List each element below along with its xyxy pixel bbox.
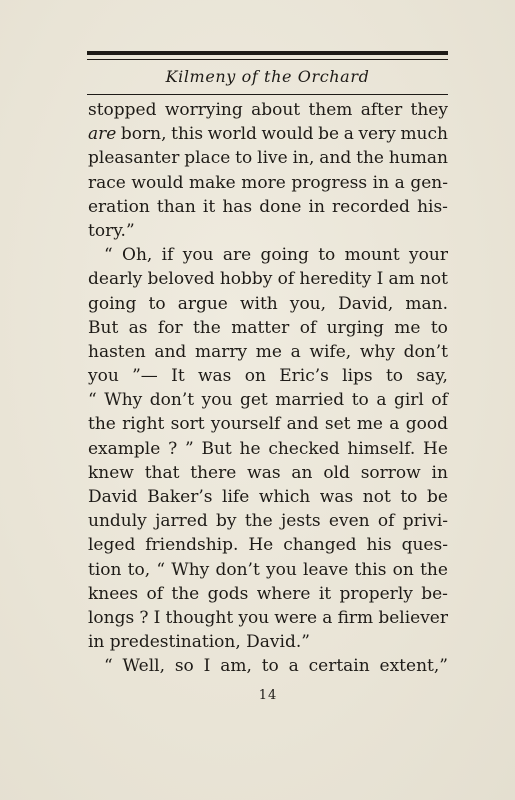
- text-line: longs ? I thought you were a firm believer: [88, 607, 448, 628]
- header-rule-thick: [87, 51, 448, 55]
- text-line: pleasanter place to live in, and the human: [88, 148, 448, 169]
- header-rule-thin-top: [87, 59, 448, 60]
- text-line: But as for the matter of urging me to: [88, 317, 448, 338]
- text-line: you ”— It was on Eric’s lips to say,: [88, 366, 448, 387]
- text-line: knees of the gods where it properly be-: [88, 583, 448, 604]
- page-number: 14: [258, 688, 278, 703]
- text-line: example ? ” But he checked himself. He: [88, 438, 448, 459]
- running-head: Kilmeny of the Orchard: [165, 67, 370, 86]
- text-line: race would make more progress in a gen-: [88, 172, 448, 193]
- text-line: leged friendship. He changed his ques-: [88, 535, 448, 556]
- text-line: unduly jarred by the jests even of privi-: [88, 511, 448, 532]
- body-text: [88, 98, 448, 679]
- header-rule-thin-bottom: [87, 94, 448, 95]
- text-line: David Baker’s life which was not to be: [88, 487, 448, 507]
- text-line: “ Well, so I am, to a certain extent,”: [104, 656, 448, 677]
- text-line: “ Why don’t you get married to a girl of: [88, 390, 448, 411]
- text-line: “ Oh, if you are going to mount your: [104, 245, 448, 266]
- text-line: stopped worrying about them after they: [88, 100, 448, 120]
- text-line: going to argue with you, David, man.: [88, 293, 448, 314]
- text-line: the right sort yourself and set me a good: [88, 414, 448, 435]
- text-line: tion to, “ Why don’t you leave this on the: [88, 559, 448, 580]
- text-line: hasten and marry me a wife, why don’t: [88, 341, 448, 362]
- text-line: in predestination, David.”: [88, 632, 310, 653]
- text-line: are born, this world would be a very much: [88, 124, 448, 145]
- text-line: eration than it has done in recorded his-: [88, 196, 448, 217]
- text-line: dearly beloved hobby of heredity I am not: [88, 269, 448, 290]
- text-line: tory.”: [88, 220, 135, 241]
- text-line: knew that there was an old sorrow in: [88, 462, 448, 483]
